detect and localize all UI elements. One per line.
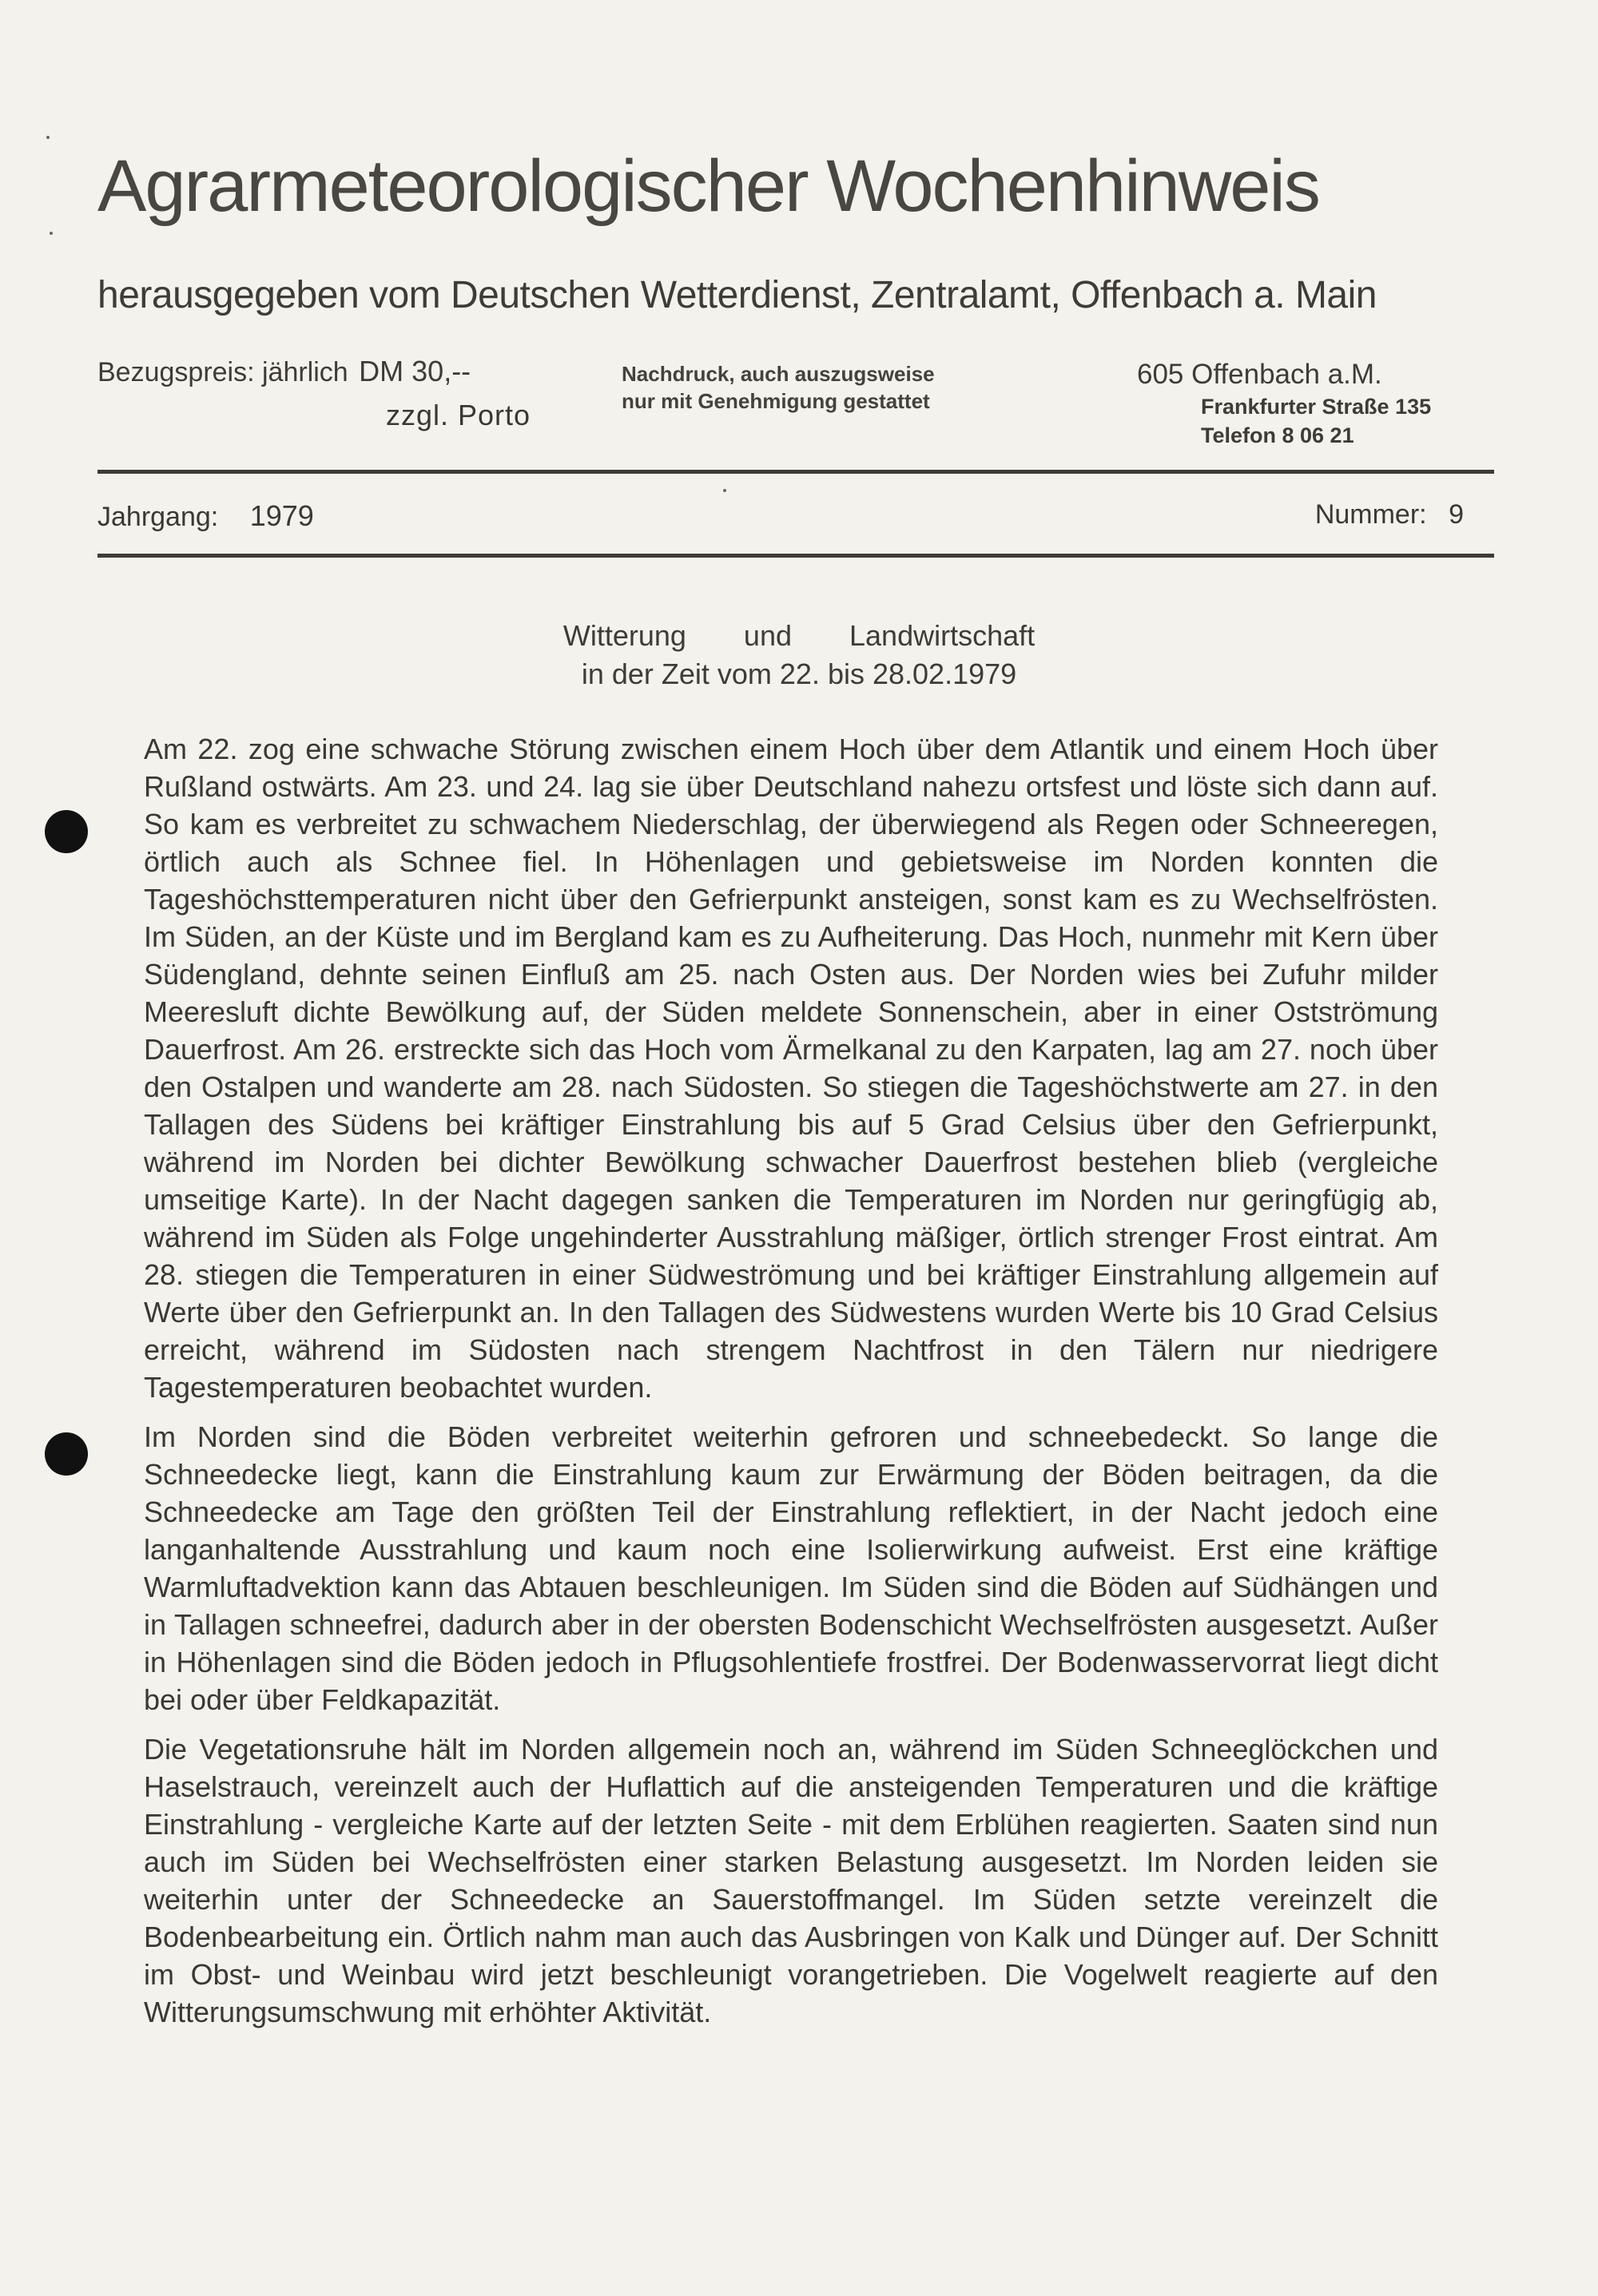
paragraph-weather: Am 22. zog eine schwache Störung zwischen einem Hoch über dem Atlantik und einem Hoch über Rußland ostwärts. Am 23. und 24. lag sie über Deutschland nahezu ortsfest und löste sich dann auf. So kam es verbreitet zu schwachem Niederschlag, der überwiegend als Regen oder Schneeregen, örtlich auch als Schnee fiel. In Höhenlagen und gebietsweise im Norden konnten die Tageshöchsttemperaturen nicht über den Gefrierpunkt ansteigen, sonst kam es zu Wechselfrösten. Im Süden, an der Küste und im Bergland kam es zu Aufheiterung. Das Hoch, nunmehr mit Kern über Südengland, dehnte seinen Einfluß am 25. nach Osten aus. Der Norden wies bei Zufuhr milder Meeresluft dichte Bewölkung auf, der Süden meldete Sonnenschein, aber in einer Ostströmung Dauerfrost. Am 26. erstreckte sich das Hoch vom Ärmelkanal zu den Karpaten, lag am 27. noch über den Ostalpen und wanderte am 28. nach Südosten. So stiegen die Tageshöchstwerte am 27. in den Tallagen des Südens bei kräftiger Einstrahlung bis auf 5 Grad Celsius über den Gefrierpunkt, während im Norden bei dichter Bewölkung schwacher Dauerfrost bestehen blieb (vergleiche umseitige Karte). In der Nacht dagegen sanken die Temperaturen im Norden nur geringfügig ab, während im Süden als Folge ungehinderter Ausstrahlung mäßiger, örtlich strenger Frost eintrat. Am 28. stiegen die Temperaturen in einer Südweströmung und bei kräftiger Einstrahlung allgemein auf Werte über den Gefrierpunkt an. In den Tallagen des Südwestens wurden Werte bis 10 Grad Celsius erreicht, während im Südosten nach strengem Nachtfrost in den Tälern nur niedrigere Tagestemperaturen beobachtet wurden. xyxy=(144,733,1438,1404)
volume-label: Jahrgang: xyxy=(97,502,219,532)
page-title: Agrarmeteorologischer Wochenhinweis xyxy=(97,145,1319,227)
volume-info xyxy=(97,499,314,534)
issue-label: Nummer: xyxy=(1314,499,1427,530)
reprint-notice-line2: nur mit Genehmigung gestattet xyxy=(622,389,930,413)
issue-info xyxy=(1315,497,1464,532)
postage-note: zzgl. Porto xyxy=(386,399,531,431)
punch-hole-bottom xyxy=(45,1432,88,1476)
header-divider-top xyxy=(97,470,1494,474)
subscription-price xyxy=(97,354,471,390)
subscription-amount: DM 30,-- xyxy=(359,355,471,387)
scan-speck xyxy=(723,489,726,492)
reprint-notice-line1: Nachdruck, auch auszugsweise xyxy=(622,362,935,386)
reprint-notice xyxy=(622,360,935,415)
address-phone: Telefon 8 06 21 xyxy=(1201,423,1354,447)
paragraph-soil: Im Norden sind die Böden verbreitet weiterhin gefroren und schneebedeckt. So lange die Schneedecke liegt, kann die Einstrahlung kaum zur Erwärmung der Böden beitragen, da die Schneedecke am Tage den größten Teil der Einstrahlung reflektiert, in der Nacht jedoch eine langanhaltende Ausstrahlung und kaum noch eine Isolierwirkung aufweist. Erst eine kräftige Warmluftadvektion kann das Abtauen beschleunigen. Im Süden sind die Böden auf Südhängen und in Tallagen schneefrei, dadurch aber in der obersten Bodenschicht Wechselfrösten ausgesetzt. Außer in Höhenlagen sind die Böden jedoch in Pflugsohlentiefe frostfrei. Der Bodenwasservorrat liegt dicht bei oder über Feldkapazität. xyxy=(144,1420,1438,1716)
issue-number: 9 xyxy=(1449,499,1464,530)
scan-speck xyxy=(50,232,53,235)
volume-year: 1979 xyxy=(249,499,314,532)
report-body xyxy=(144,730,1438,2043)
publisher-line: herausgegeben vom Deutschen Wetterdienst, Zentralamt, Offenbach a. Main xyxy=(97,274,1377,316)
scan-speck xyxy=(46,136,50,139)
paragraph-vegetation: Die Vegetationsruhe hält im Norden allgemein noch an, während im Süden Schneeglöckchen und Haselstrauch, vereinzelt auch der Huflattich auf die ansteigenden Temperaturen und die kräftige Einstrahlung - vergleiche Karte auf der letzten Seite - mit dem Erblühen reagierten. Saaten sind nun auch im Süden bei Wechselfrösten einer starken Belastung ausgesetzt. Im Norden leiden sie weiterhin unter der Schneedecke an Sauerstoffmangel. Im Süden setzte vereinzelt die Bodenbearbeitung ein. Örtlich nahm man auch das Ausbringen von Kalk und Dünger auf. Der Schnitt im Obst- und Weinbau wird jetzt beschleunigt vorangetrieben. Die Vogelwelt reagierte auf den Witterungsumschwung mit erhöhter Aktivität. xyxy=(144,1733,1438,2028)
section-heading-line1: Witterung und Landwirtschaft xyxy=(562,619,1036,652)
subscription-label: Bezugspreis: jährlich xyxy=(97,357,348,387)
section-heading xyxy=(400,617,1198,693)
publisher-address xyxy=(1137,357,1431,450)
address-street: Frankfurter Straße 135 xyxy=(1201,395,1432,419)
section-heading-line2: in der Zeit vom 22. bis 28.02.1979 xyxy=(581,657,1017,690)
address-city: 605 Offenbach a.M. xyxy=(1137,359,1382,390)
punch-hole-top xyxy=(45,810,88,853)
header-divider-bottom xyxy=(97,554,1494,558)
